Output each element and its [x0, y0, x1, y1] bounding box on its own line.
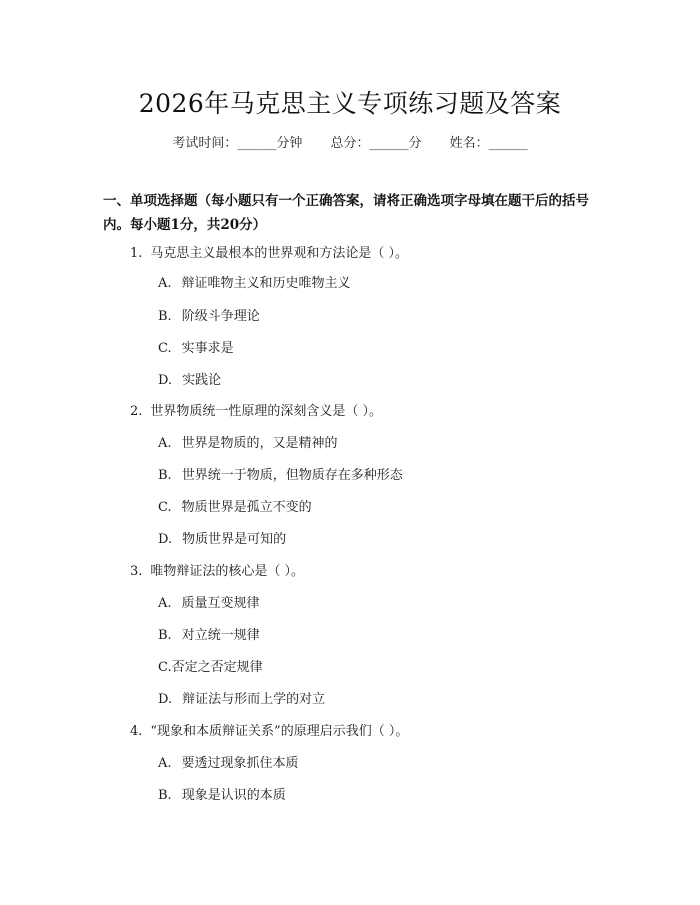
option-text: 物质世界是孤立不变的	[181, 500, 312, 515]
question-3-option-d	[158, 691, 325, 709]
option-text: 世界统一于物质，但物质存在多种形态	[181, 468, 403, 483]
question-number: 1.	[130, 246, 143, 261]
section-heading: 一、单项选择题（每小题只有一个正确答案，请将正确选项字母填在题干后的括号内。每小题1分，共20分）	[103, 193, 589, 233]
question-1-option-c	[158, 340, 234, 358]
question-text: 马克思主义最根本的世界观和方法论是（ ）。	[150, 246, 409, 261]
question-1	[130, 245, 408, 263]
option-letter: A.	[158, 756, 172, 771]
question-number: 2.	[130, 404, 143, 419]
option-letter: A.	[158, 276, 172, 291]
question-3-option-a	[158, 595, 260, 613]
exam-info-line	[0, 132, 700, 151]
question-2-option-d	[158, 531, 286, 549]
question-3-option-c	[158, 659, 263, 677]
question-number: 4.	[130, 724, 143, 739]
question-1-option-b	[158, 308, 260, 326]
option-letter: D.	[158, 692, 173, 707]
option-text: 辩证法与形而上学的对立	[182, 692, 326, 707]
question-2-option-a	[158, 435, 338, 453]
exam-score-field: 总分：______分	[330, 136, 422, 151]
option-text: 质量互变规律	[181, 596, 260, 611]
question-3	[130, 563, 304, 581]
question-1-option-d	[158, 372, 221, 390]
option-text: 现象是认识的本质	[181, 788, 286, 803]
question-number: 3.	[130, 564, 143, 579]
question-1-option-a	[158, 275, 351, 293]
option-text: 否定之否定规律	[171, 660, 263, 675]
question-text: “现象和本质辩证关系”的原理启示我们（ ）。	[150, 724, 409, 739]
option-text: 要透过现象抓住本质	[181, 756, 299, 771]
option-text: 辩证唯物主义和历史唯物主义	[181, 276, 351, 291]
question-2-option-c	[158, 499, 312, 517]
option-text: 实践论	[182, 373, 222, 388]
option-letter: D.	[158, 532, 173, 547]
option-letter: C.	[158, 660, 172, 675]
option-text: 世界是物质的，又是精神的	[181, 436, 338, 451]
option-letter: A.	[158, 436, 172, 451]
option-letter: B.	[158, 628, 172, 643]
question-4-option-b	[158, 787, 286, 805]
question-3-option-b	[158, 627, 260, 645]
option-letter: B.	[158, 309, 172, 324]
question-4	[130, 723, 408, 741]
option-letter: B.	[158, 468, 172, 483]
option-letter: B.	[158, 788, 172, 803]
option-letter: D.	[158, 373, 173, 388]
option-text: 实事求是	[181, 341, 234, 356]
page-title: 2026年马克思主义专项练习题及答案	[138, 89, 562, 118]
option-letter: C.	[158, 341, 172, 356]
question-2-option-b	[158, 467, 403, 485]
option-text: 阶级斗争理论	[181, 309, 260, 324]
question-text: 唯物辩证法的核心是（ ）。	[150, 564, 305, 579]
option-letter: A.	[158, 596, 172, 611]
exam-name-field: 姓名：______	[449, 136, 528, 151]
question-4-option-a	[158, 755, 299, 773]
option-text: 物质世界是可知的	[182, 532, 287, 547]
exam-time-field: 考试时间：______分钟	[172, 136, 303, 151]
option-letter: C.	[158, 500, 172, 515]
question-2	[130, 403, 382, 421]
option-text: 对立统一规律	[181, 628, 260, 643]
question-text: 世界物质统一性原理的深刻含义是（ ）。	[150, 404, 383, 419]
